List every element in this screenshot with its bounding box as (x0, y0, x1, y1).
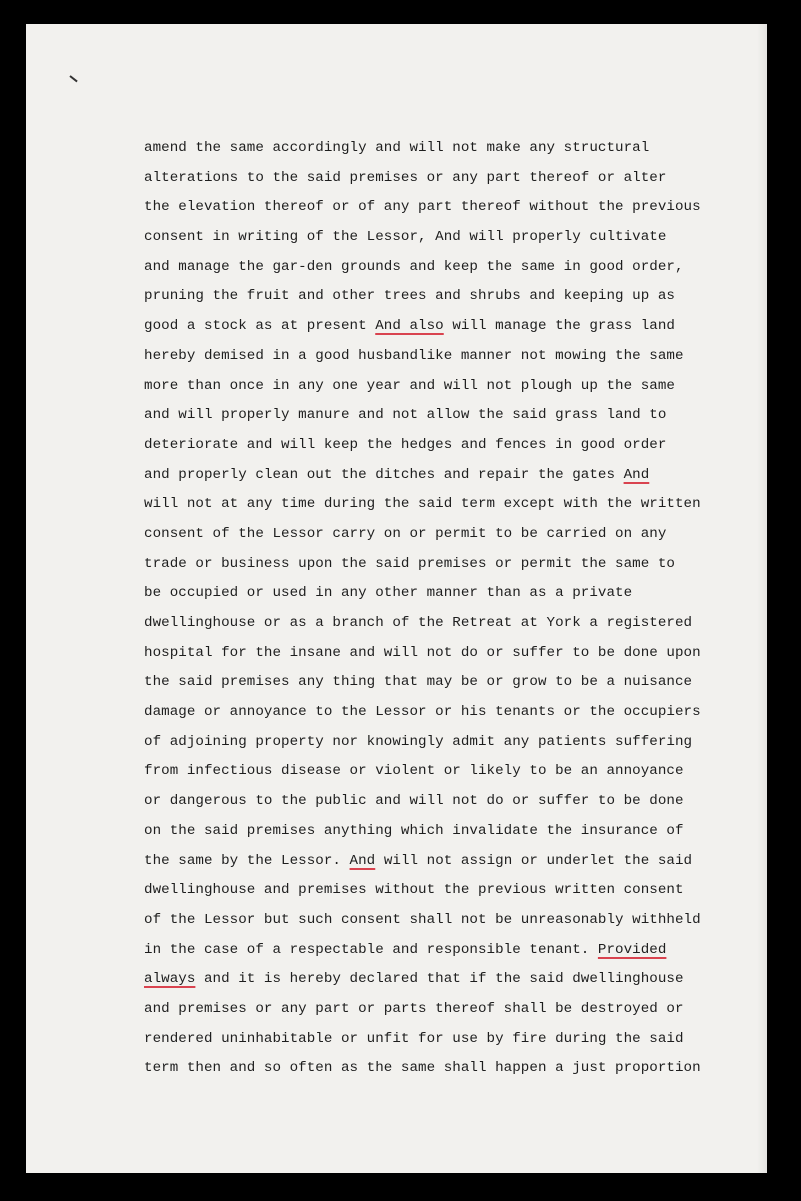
text-segment: dwellinghouse and premises without the previous written consent (144, 882, 684, 899)
text-segment: and premises or any part or parts thereof shall be destroyed or (144, 1000, 684, 1017)
text-line (144, 401, 764, 431)
text-line (144, 282, 764, 312)
text-line (144, 164, 764, 194)
text-line (144, 698, 764, 728)
text-line (144, 372, 764, 402)
text-line (144, 876, 764, 906)
text-line (144, 936, 764, 966)
text-line (144, 490, 764, 520)
text-line (144, 728, 764, 758)
text-segment: alterations to the said premises or any part thereof or alter (144, 169, 667, 186)
text-segment: good a stock as at present (144, 318, 376, 335)
text-segment: dwellinghouse or as a branch of the Retreat at York a registered (144, 615, 693, 631)
text-segment: hospital for the insane and will not do or suffer to be done upon (144, 644, 701, 661)
text-line (144, 193, 764, 223)
text-segment: amend the same accordingly and will not make any structural (144, 140, 650, 156)
text-line (144, 906, 764, 936)
text-segment: trade or business upon the said premises or permit the same to (144, 555, 675, 572)
text-segment: be occupied or used in any other manner than as a private (144, 585, 633, 602)
text-segment: and it is hereby declared that if the said dwellinghouse (195, 971, 684, 988)
text-segment: on the said premises anything which invalidate the insurance of (144, 822, 684, 839)
text-segment: consent in writing of the Lessor, And will properly cultivate (144, 229, 667, 246)
text-line (144, 342, 764, 372)
underlined-phrase: Provided (597, 941, 667, 958)
text-line (144, 520, 764, 550)
text-segment: will not at any time during the said term except with the written (144, 496, 701, 513)
text-line (144, 668, 764, 698)
text-line (144, 550, 764, 580)
text-segment: and manage the gar-den grounds and keep the same in good order, (144, 258, 684, 275)
underlined-phrase: And (349, 852, 376, 869)
text-line (144, 312, 764, 342)
text-segment: the same by the Lessor. (144, 852, 350, 869)
text-segment: in the case of a respectable and responsible tenant. (144, 941, 598, 958)
text-line (144, 1054, 764, 1084)
text-segment: the elevation thereof or of any part thereof without the previous (144, 199, 701, 216)
text-line (144, 579, 764, 609)
text-line (144, 639, 764, 669)
text-line (144, 609, 764, 639)
text-line (144, 965, 764, 995)
text-line (144, 223, 764, 253)
text-segment: of the Lessor but such consent shall not be unreasonably withheld (144, 911, 701, 928)
underlined-phrase: And also (375, 318, 444, 335)
text-segment: rendered uninhabitable or unfit for use by fire during the said (144, 1030, 684, 1047)
text-line (144, 817, 764, 847)
text-segment: of adjoining property nor knowingly admit any patients suffering (144, 733, 693, 750)
text-line (144, 787, 764, 817)
text-line (144, 461, 764, 491)
text-segment: hereby demised in a good husbandlike manner not mowing the same (144, 347, 684, 364)
typed-page (26, 24, 767, 1173)
text-segment: or dangerous to the public and will not do or suffer to be done (144, 793, 684, 810)
text-line (144, 431, 764, 461)
text-segment: the said premises any thing that may be or grow to be a nuisance (144, 674, 693, 691)
typed-text-body (144, 134, 764, 1084)
text-line (144, 253, 764, 283)
text-segment: and properly clean out the ditches and repair the gates (144, 466, 624, 483)
text-line (144, 757, 764, 787)
text-line (144, 134, 764, 164)
text-line (144, 847, 764, 877)
text-segment: damage or annoyance to the Lessor or his tenants or the occupiers (144, 704, 701, 721)
text-line (144, 1025, 764, 1055)
text-segment: deteriorate and will keep the hedges and fences in good order (144, 436, 667, 453)
text-line (144, 995, 764, 1025)
text-segment: will manage the grass land (443, 318, 675, 335)
underlined-phrase: always (144, 971, 196, 988)
underlined-phrase: And (623, 466, 650, 483)
text-segment: and will properly manure and not allow the said grass land to (144, 407, 667, 424)
text-segment: from infectious disease or violent or likely to be an annoyance (144, 763, 684, 780)
text-segment: will not assign or underlet the said (375, 852, 693, 869)
text-segment: pruning the fruit and other trees and shrubs and keeping up as (144, 288, 675, 305)
text-segment: consent of the Lessor carry on or permit to be carried on any (144, 525, 667, 542)
text-segment: more than once in any one year and will not plough up the same (144, 377, 675, 394)
pen-mark (69, 75, 77, 82)
text-segment: term then and so often as the same shall happen a just proportion (144, 1060, 701, 1077)
